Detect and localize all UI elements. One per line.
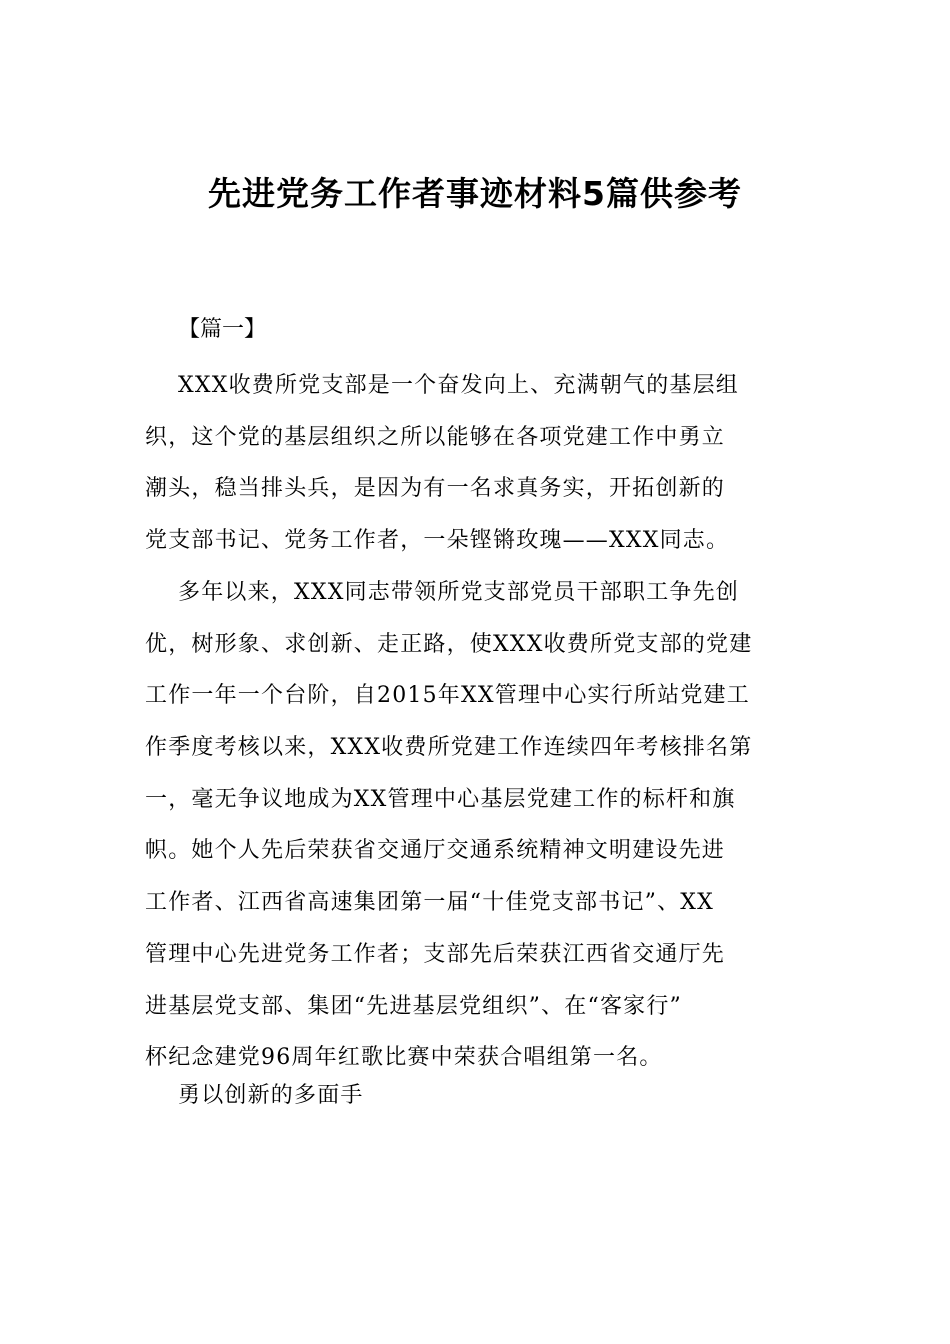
text-line: 多年以来，XXX同志带领所党支部党员干部职工争先创 <box>178 580 739 605</box>
subheading: 勇以创新的多面手 <box>178 1083 364 1108</box>
text-line: 工作一年一个台阶，自2015年XX管理中心实行所站党建工 <box>145 683 750 709</box>
text-line: 管理中心先进党务工作者；支部先后荣获江西省交通厅先 <box>145 941 726 967</box>
text-line: 杯纪念建党96周年红歌比赛中荣获合唱组第一名。 <box>145 1045 663 1071</box>
text-line: 工作者、江西省高速集团第一届“十佳党支部书记”、XX <box>145 890 715 916</box>
paragraph-1 <box>145 360 815 567</box>
text-line: 一，毫无争议地成为XX管理中心基层党建工作的标杆和旗 <box>145 786 736 812</box>
text-line: 潮头，稳当排头兵，是因为有一名求真务实，开拓创新的 <box>145 476 726 502</box>
paragraph-3 <box>145 1070 815 1122</box>
text-line: 进基层党支部、集团“先进基层党组织”、在“客家行” <box>145 993 682 1019</box>
page-title: 先进党务工作者事迹材料5篇供参考 <box>208 174 742 214</box>
text-line: 作季度考核以来，XXX收费所党建工作连续四年考核排名第 <box>145 735 753 761</box>
text-line: XXX收费所党支部是一个奋发向上、充满朝气的基层组 <box>178 373 739 398</box>
section-label: 【篇一】 <box>178 317 267 342</box>
text-line: 优，树形象、求创新、走正路，使XXX收费所党支部的党建 <box>145 631 753 657</box>
text-line: 帜。她个人先后荣获省交通厅交通系统精神文明建设先进 <box>145 838 726 864</box>
text-line: 织，这个党的基层组织之所以能够在各项党建工作中勇立 <box>145 424 726 450</box>
paragraph-2 <box>145 567 815 1084</box>
text-line: 党支部书记、党务工作者，一朵铿锵玫瑰——XXX同志。 <box>145 528 730 554</box>
